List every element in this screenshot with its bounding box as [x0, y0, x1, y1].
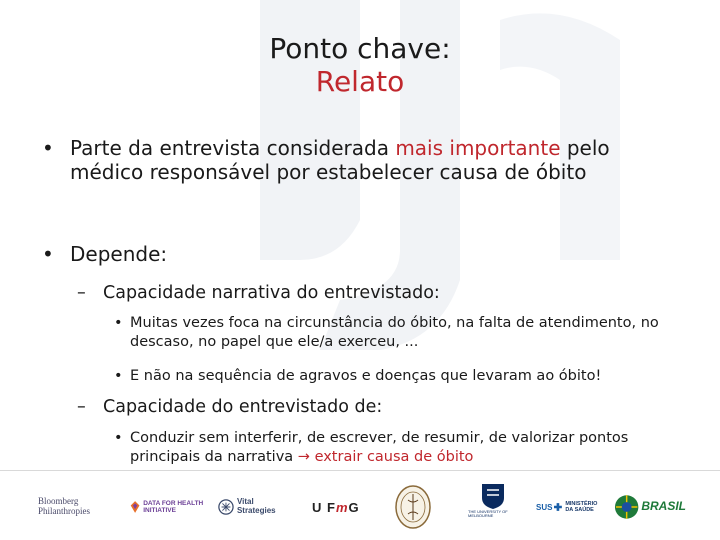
- sub-bullet-text: Capacidade narrativa do entrevistado:: [103, 283, 440, 303]
- dash-icon: –: [77, 283, 86, 303]
- bullet-dot-icon: •: [114, 368, 123, 384]
- melbourne-crest-icon: [480, 482, 506, 510]
- footer-logos: [0, 482, 720, 534]
- sub-sub-bullet-foca: [114, 314, 690, 352]
- bullet-text: Depende:: [70, 242, 168, 266]
- vital-strategies-icon: [218, 498, 234, 516]
- sub-sub-bullet-conduzir: [114, 429, 690, 467]
- bullet-dot-icon: •: [114, 315, 123, 331]
- sub-bullet-capacidade-entrevistado: [77, 397, 693, 418]
- bloomberg-logo: Bloomberg Philanthropies: [38, 496, 90, 516]
- sub-bullet-capacidade-narrativa: [77, 283, 693, 304]
- bullet-text-cont: pelo médico responsável por estabelecer causa de óbito: [70, 136, 610, 184]
- dash-icon: –: [77, 397, 86, 417]
- bullet-text: Parte da entrevista considerada: [70, 136, 396, 160]
- ministerio-saude-logo: SUS MINISTÉRIO DA SAÚDE: [536, 500, 598, 513]
- melbourne-logo: THE UNIVERSITY OF MELBOURNE: [468, 482, 518, 532]
- vital-strategies-logo: Vital Strategies: [218, 482, 288, 532]
- bullet-dot-icon: •: [114, 430, 123, 446]
- arrow-right-icon: →: [297, 449, 310, 466]
- title-line-2: Relato: [315, 65, 405, 99]
- ufmg-logo: U F m G: [312, 499, 360, 515]
- medical-school-seal-icon: [394, 482, 434, 532]
- sub-sub-bullet-text: Conduzir sem interferir, de escrever, de resumir, de valorizar pontos principais da narrativa: [130, 430, 629, 466]
- data-for-health-logo: DATA FOR HEALTH INITIATIVE: [130, 482, 212, 532]
- slide-title: [0, 32, 720, 98]
- sub-sub-bullet-highlight: extrair causa de óbito: [314, 449, 474, 466]
- cross-icon: [554, 501, 562, 513]
- globe-icon: [614, 494, 639, 520]
- data-for-health-icon: [130, 498, 140, 516]
- footer-divider: [0, 470, 720, 471]
- sub-sub-bullet-sequencia: [114, 367, 690, 386]
- bullet-depende: [42, 242, 670, 266]
- bullet-highlight: mais importante: [395, 136, 561, 160]
- sub-sub-bullet-text: E não na sequência de agravos e doenças que levaram ao óbito!: [130, 368, 602, 384]
- sub-bullet-text: Capacidade do entrevistado de:: [103, 397, 383, 417]
- sub-sub-bullet-text: Muitas vezes foca na circunstância do óbito, na falta de atendimento, no descaso, no papel que ele/a exerceu, ...: [130, 315, 659, 351]
- bullet-parte-da-entrevista: [42, 136, 670, 184]
- bullet-dot-icon: •: [42, 136, 54, 160]
- title-line-1: Ponto chave:: [269, 32, 451, 65]
- brasil-logo: BRASIL: [614, 482, 686, 532]
- bullet-dot-icon: •: [42, 242, 54, 266]
